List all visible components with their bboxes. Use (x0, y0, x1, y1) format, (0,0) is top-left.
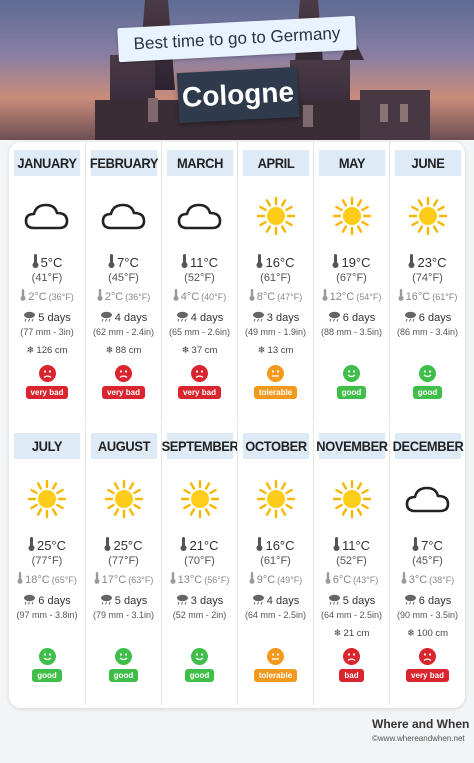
rain-cloud-icon (100, 311, 113, 325)
smile-face-icon (191, 648, 208, 665)
rain-days (404, 594, 451, 608)
rain-amount: (64 mm - 2.5in) (320, 610, 382, 620)
cloud-icon (403, 477, 453, 521)
months-row-1 (9, 142, 465, 422)
high-temp-f: (45°F) (108, 272, 139, 284)
thermometer-low-icon (249, 289, 255, 304)
rain-cloud-icon (252, 311, 265, 325)
high-temp-value: 7°C (117, 255, 139, 270)
high-temp-value: 21°C (189, 538, 219, 553)
rating-badge: good (32, 669, 62, 682)
low-temp-f: (36°F) (125, 291, 151, 302)
month-column-september (161, 425, 237, 705)
sad-face-icon (343, 648, 360, 665)
high-temp-f: (41°F) (31, 272, 63, 284)
low-temp-value: 6°C (332, 573, 352, 586)
month-column-march (161, 142, 237, 422)
rain-days-value: 4 days (266, 595, 300, 607)
high-temp-f: (52°F) (184, 272, 215, 284)
sun-icon (251, 194, 301, 238)
thermometer-icon (256, 537, 263, 554)
month-name: MAY (318, 150, 384, 176)
rain-amount: (88 mm - 3.5in) (320, 327, 382, 337)
rain-cloud-icon (328, 594, 341, 608)
month-name: DECEMBER (394, 433, 460, 459)
low-temp-value: 4°C (180, 290, 200, 303)
low-temp-value: 8°C (256, 290, 276, 303)
low-temp-f: (47°F) (277, 291, 303, 302)
sad-face-icon (419, 648, 436, 665)
sun-icon (403, 194, 453, 238)
low-temp-f: (61°F) (432, 291, 458, 302)
month-name: NOVEMBER (318, 433, 384, 459)
rain-days (176, 594, 223, 608)
low-temp (401, 572, 455, 587)
cloud-icon (99, 194, 149, 238)
snowflake-icon: ❄ (181, 344, 190, 356)
snow-value: 126 cm (36, 344, 68, 356)
low-temp (97, 289, 151, 304)
thermometer-low-icon (170, 572, 176, 587)
rating-badge: good (413, 386, 443, 399)
low-temp (249, 289, 303, 304)
rain-cloud-icon (252, 594, 265, 608)
rating-badge: bad (339, 669, 363, 682)
month-column-february (85, 142, 161, 422)
rain-days (100, 594, 147, 608)
cloud-icon (175, 194, 225, 238)
rain-days (100, 311, 147, 325)
thermometer-low-icon (322, 289, 328, 304)
high-temp-value: 16°C (265, 255, 295, 270)
thermometer-low-icon (249, 572, 255, 587)
rain-cloud-icon (176, 311, 189, 325)
snow-amount (182, 343, 218, 357)
rain-amount: (90 mm - 3.5in) (396, 610, 458, 620)
rain-days (176, 311, 223, 325)
snowflake-icon: ❄ (26, 344, 35, 356)
rain-days-value: 5 days (114, 595, 148, 607)
rating-badge: very bad (406, 669, 449, 682)
rain-days-value: 3 days (266, 312, 300, 324)
sun-icon (327, 477, 377, 521)
sun-icon (327, 194, 377, 238)
month-name: AUGUST (90, 433, 156, 459)
rain-cloud-icon (328, 311, 341, 325)
rain-days-value: 6 days (342, 312, 376, 324)
rain-days-value: 5 days (38, 312, 71, 324)
thermometer-icon (180, 537, 187, 554)
month-name: OCTOBER (242, 433, 308, 459)
smile-face-icon (115, 648, 132, 665)
low-temp-f: (56°F) (204, 574, 230, 585)
thermometer-icon (32, 254, 39, 271)
thermometer-low-icon (325, 572, 331, 587)
low-temp (398, 289, 458, 304)
rain-amount: (49 mm - 1.9in) (244, 327, 306, 337)
city-title: Cologne (177, 67, 299, 123)
rain-cloud-icon (23, 311, 36, 325)
high-temp (256, 254, 294, 271)
high-temp-value: 19°C (341, 255, 371, 270)
rain-days-value: 5 days (342, 595, 376, 607)
rain-days (404, 311, 451, 325)
month-name: JULY (14, 433, 80, 459)
thermometer-icon (108, 254, 115, 271)
high-temp-value: 16°C (265, 538, 295, 553)
sun-icon (22, 477, 72, 521)
thermometer-low-icon (17, 572, 23, 587)
low-temp-value: 12°C (329, 290, 355, 303)
snow-amount (26, 343, 67, 357)
sun-icon (99, 477, 149, 521)
low-temp (322, 289, 382, 304)
high-temp (104, 537, 142, 554)
high-temp-value: 25°C (113, 538, 143, 553)
high-temp-f: (52°F) (336, 555, 367, 567)
low-temp-value: 3°C (408, 573, 428, 586)
rating-badge: very bad (26, 386, 69, 399)
rain-amount: (97 mm - 3.8in) (16, 610, 78, 620)
sun-icon (251, 477, 301, 521)
rating-badge: good (337, 386, 367, 399)
low-temp-f: (63°F) (128, 574, 154, 585)
low-temp-value: 2°C (28, 290, 47, 303)
rain-cloud-icon (176, 594, 189, 608)
rain-days-value: 3 days (190, 595, 224, 607)
month-column-august (85, 425, 161, 705)
high-temp-f: (77°F) (108, 555, 139, 567)
low-temp (20, 289, 74, 304)
rain-amount: (64 mm - 2.5in) (244, 610, 306, 620)
month-name: JUNE (394, 150, 460, 176)
rain-amount: (79 mm - 3.1in) (92, 610, 154, 620)
low-temp-f: (54°F) (356, 291, 382, 302)
rain-cloud-icon (404, 594, 417, 608)
rain-cloud-icon (100, 594, 113, 608)
snowflake-icon: ❄ (105, 344, 114, 356)
climate-card (9, 142, 465, 708)
low-temp-value: 13°C (177, 573, 203, 586)
neutral-face-icon (267, 648, 284, 665)
thermometer-icon (256, 254, 263, 271)
low-temp-f: (40°F) (201, 291, 227, 302)
month-column-june (389, 142, 465, 422)
rain-days (23, 594, 70, 608)
neutral-face-icon (267, 365, 284, 382)
sun-icon (175, 477, 225, 521)
high-temp-f: (61°F) (260, 555, 291, 567)
sad-face-icon (191, 365, 208, 382)
thermometer-icon (181, 254, 188, 271)
rating-badge: good (109, 669, 139, 682)
thermometer-icon (104, 537, 111, 554)
snow-value: 100 cm (416, 627, 449, 639)
rain-amount: (52 mm - 2in) (172, 610, 227, 620)
snow-value: 88 cm (115, 344, 142, 356)
high-temp (180, 537, 218, 554)
snowflake-icon: ❄ (257, 344, 266, 356)
thermometer-low-icon (20, 289, 26, 304)
thermometer-icon (408, 254, 415, 271)
low-temp-f: (49°F) (277, 574, 303, 585)
high-temp (412, 537, 443, 554)
rating-badge: tolerable (254, 669, 297, 682)
rain-days-value: 6 days (418, 595, 452, 607)
rating-badge: very bad (102, 386, 145, 399)
brand-url[interactable]: ©www.whereandwhen.net (372, 734, 465, 743)
high-temp-value: 11°C (189, 255, 219, 270)
thermometer-low-icon (97, 289, 103, 304)
month-column-december (389, 425, 465, 705)
high-temp-value: 5°C (40, 255, 63, 270)
months-row-2 (9, 425, 465, 705)
page-subtitle: Best time to go to Germany (117, 16, 356, 62)
month-column-november (313, 425, 389, 705)
snow-amount (334, 626, 370, 640)
month-name: APRIL (242, 150, 308, 176)
low-temp-value: 18°C (25, 573, 50, 586)
low-temp-value: 16°C (405, 290, 431, 303)
high-temp-f: (74°F) (412, 272, 443, 284)
high-temp-value: 7°C (421, 538, 443, 553)
rain-days-value: 6 days (38, 595, 71, 607)
smile-face-icon (39, 648, 56, 665)
high-temp (32, 254, 63, 271)
rain-days (252, 594, 299, 608)
thermometer-low-icon (173, 289, 179, 304)
rating-badge: very bad (178, 386, 221, 399)
high-temp-f: (67°F) (336, 272, 367, 284)
high-temp (28, 537, 66, 554)
low-temp (173, 289, 227, 304)
sad-face-icon (115, 365, 132, 382)
rain-amount: (86 mm - 3.4in) (396, 327, 458, 337)
month-name: MARCH (166, 150, 232, 176)
smile-face-icon (419, 365, 436, 382)
high-temp-value: 25°C (36, 538, 67, 553)
snow-value: 37 cm (191, 344, 218, 356)
high-temp-f: (77°F) (31, 555, 63, 567)
rain-days (328, 594, 375, 608)
month-name: SEPTEMBER (166, 433, 232, 459)
month-column-july (9, 425, 85, 705)
snowflake-icon: ❄ (406, 627, 415, 639)
high-temp-value: 11°C (341, 538, 371, 553)
thermometer-icon (28, 537, 35, 554)
high-temp (108, 254, 139, 271)
low-temp-f: (36°F) (48, 291, 74, 302)
snow-amount (258, 343, 294, 357)
month-name: JANUARY (14, 150, 80, 176)
rain-days-value: 4 days (114, 312, 148, 324)
low-temp-value: 17°C (101, 573, 127, 586)
high-temp (332, 254, 370, 271)
thermometer-icon (412, 537, 419, 554)
thermometer-icon (333, 537, 340, 554)
low-temp (94, 572, 154, 587)
low-temp-f: (38°F) (429, 574, 455, 585)
high-temp-f: (61°F) (260, 272, 291, 284)
low-temp-value: 9°C (256, 573, 276, 586)
snow-amount (106, 343, 142, 357)
low-temp (17, 572, 77, 587)
rain-days (23, 311, 70, 325)
high-temp (181, 254, 218, 271)
rain-amount: (77 mm - 3in) (20, 327, 74, 337)
sad-face-icon (39, 365, 56, 382)
cloud-icon (22, 194, 72, 238)
high-temp (256, 537, 294, 554)
snowflake-icon: ❄ (333, 627, 342, 639)
rating-badge: tolerable (254, 386, 297, 399)
rain-cloud-icon (404, 311, 417, 325)
thermometer-icon (332, 254, 339, 271)
low-temp-f: (43°F) (353, 574, 379, 585)
high-temp-value: 23°C (417, 255, 447, 270)
high-temp-f: (45°F) (412, 555, 443, 567)
low-temp-f: (65°F) (51, 574, 77, 585)
rain-amount: (62 mm - 2.4in) (92, 327, 154, 337)
brand-name: Where and When (372, 717, 470, 731)
month-column-october (237, 425, 313, 705)
thermometer-low-icon (401, 572, 407, 587)
low-temp (325, 572, 379, 587)
rain-days (328, 311, 375, 325)
brand-logo[interactable] (372, 717, 472, 743)
low-temp (249, 572, 303, 587)
thermometer-low-icon (398, 289, 404, 304)
snow-amount (407, 626, 448, 640)
high-temp (408, 254, 446, 271)
thermometer-low-icon (94, 572, 100, 587)
snow-value: 21 cm (343, 627, 370, 639)
rain-cloud-icon (23, 594, 36, 608)
rain-days-value: 4 days (190, 312, 224, 324)
month-column-january (9, 142, 85, 422)
rain-days (252, 311, 299, 325)
month-column-may (313, 142, 389, 422)
rain-days-value: 6 days (418, 312, 452, 324)
snow-value: 13 cm (267, 344, 294, 356)
low-temp-value: 2°C (104, 290, 124, 303)
high-temp (333, 537, 370, 554)
high-temp-f: (70°F) (184, 555, 215, 567)
smile-face-icon (343, 365, 360, 382)
rating-badge: good (185, 669, 215, 682)
month-column-april (237, 142, 313, 422)
month-name: FEBRUARY (90, 150, 156, 176)
header-banner (0, 0, 474, 140)
low-temp (170, 572, 230, 587)
rain-amount: (65 mm - 2.6in) (168, 327, 230, 337)
